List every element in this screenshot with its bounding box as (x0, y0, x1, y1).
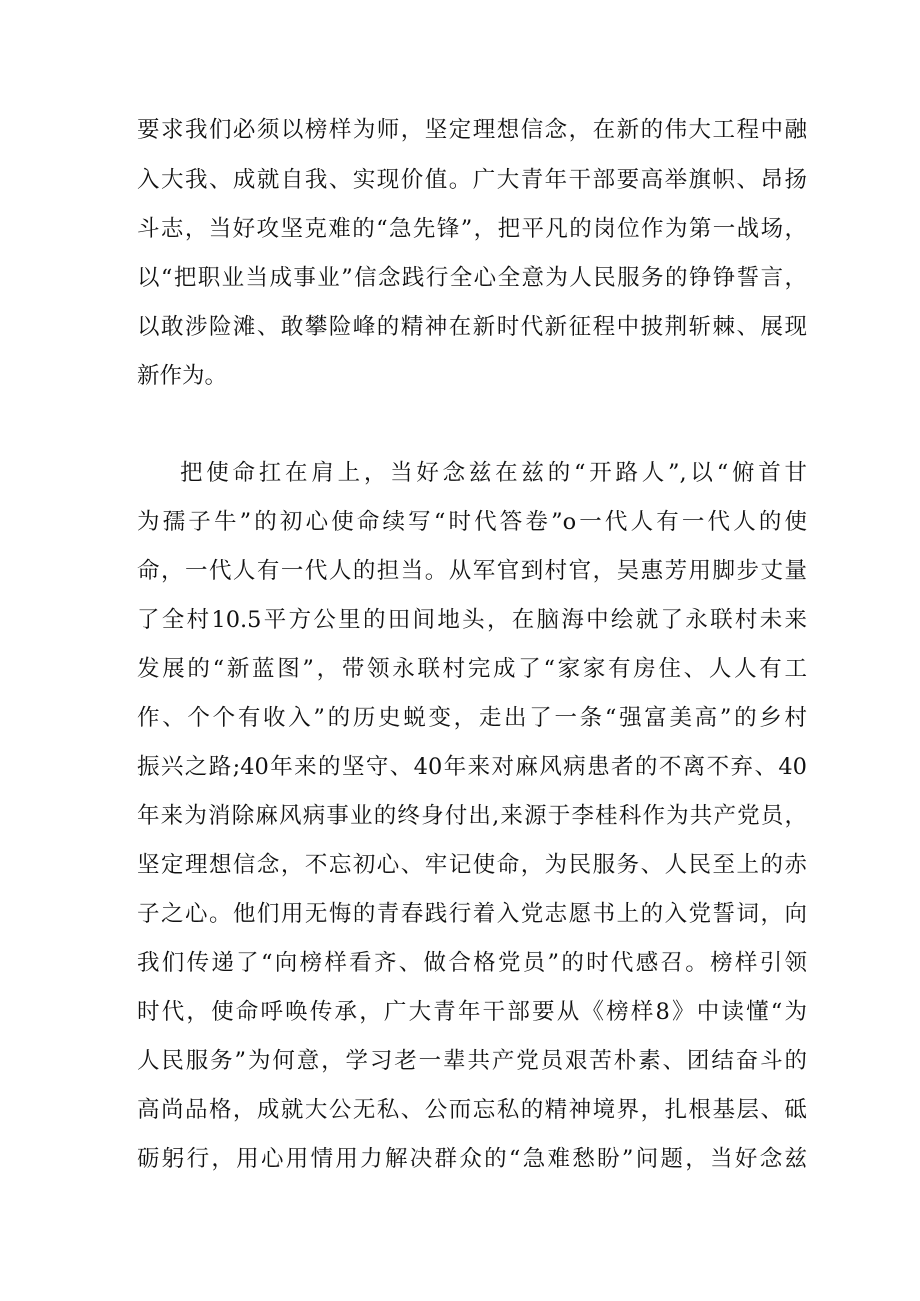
text-line: 要求我们必须以榜样为师，坚定理想信念，在新的伟大工程中融 (137, 117, 807, 143)
text-line: 发展的“新蓝图”，带领永联村完成了“家家有房住、人人有工 (137, 656, 807, 682)
text-line: 新作为。 (137, 363, 228, 389)
text-line: 命，一代人有一代人的担当。从军官到村官，吴惠芳用脚步丈量 (137, 558, 807, 584)
text-line: 了全村10.5平方公里的田间地头，在脑海中绘就了永联村未来 (137, 607, 807, 633)
text-line: 以“把职业当成事业”信念践行全心全意为人民服务的铮铮誓言， (137, 265, 807, 291)
text-line: 时代，使命呼唤传承，广大青年干部要从《榜样8》中读懂“为 (137, 999, 807, 1025)
text-line: 砺躬行，用心用情用力解决群众的“急难愁盼”问题，当好念兹 (137, 1146, 807, 1172)
text-line: 振兴之路;40年来的坚守、40年来对麻风病患者的不离不弃、40 (137, 754, 807, 780)
text-line: 人民服务”为何意，学习老一辈共产党员艰苦朴素、团结奋斗的 (137, 1048, 807, 1074)
text-line: 为孺子牛”的初心使命续写“时代答卷”o一代人有一代人的使 (137, 509, 807, 535)
text-line: 高尚品格，成就大公无私、公而忘私的精神境界，扎根基层、砥 (137, 1097, 807, 1123)
text-line: 入大我、成就自我、实现价值。广大青年干部要高举旗帜、昂扬 (137, 167, 807, 193)
text-line: 斗志，当好攻坚克难的“急先锋”，把平凡的岗位作为第一战场， (137, 216, 807, 242)
text-line: 坚定理想信念，不忘初心、牢记使命，为民服务、人民至上的赤 (137, 852, 807, 878)
text-line: 我们传递了“向榜样看齐、做合格党员”的时代感召。榜样引领 (137, 950, 807, 976)
text-line: 作、个个有收入”的历史蜕变，走出了一条“强富美高”的乡村 (137, 705, 807, 731)
text-line: 年来为消除麻风病事业的终身付出,来源于李桂科作为共产党员， (137, 803, 807, 829)
text-line: 以敢涉险滩、敢攀险峰的精神在新时代新征程中披荆斩棘、展现 (137, 314, 807, 340)
text-line: 把使命扛在肩上，当好念兹在兹的“开路人”,以“俯首甘 (180, 460, 807, 486)
text-line: 子之心。他们用无悔的青春践行着入党志愿书上的入党誓词，向 (137, 901, 807, 927)
